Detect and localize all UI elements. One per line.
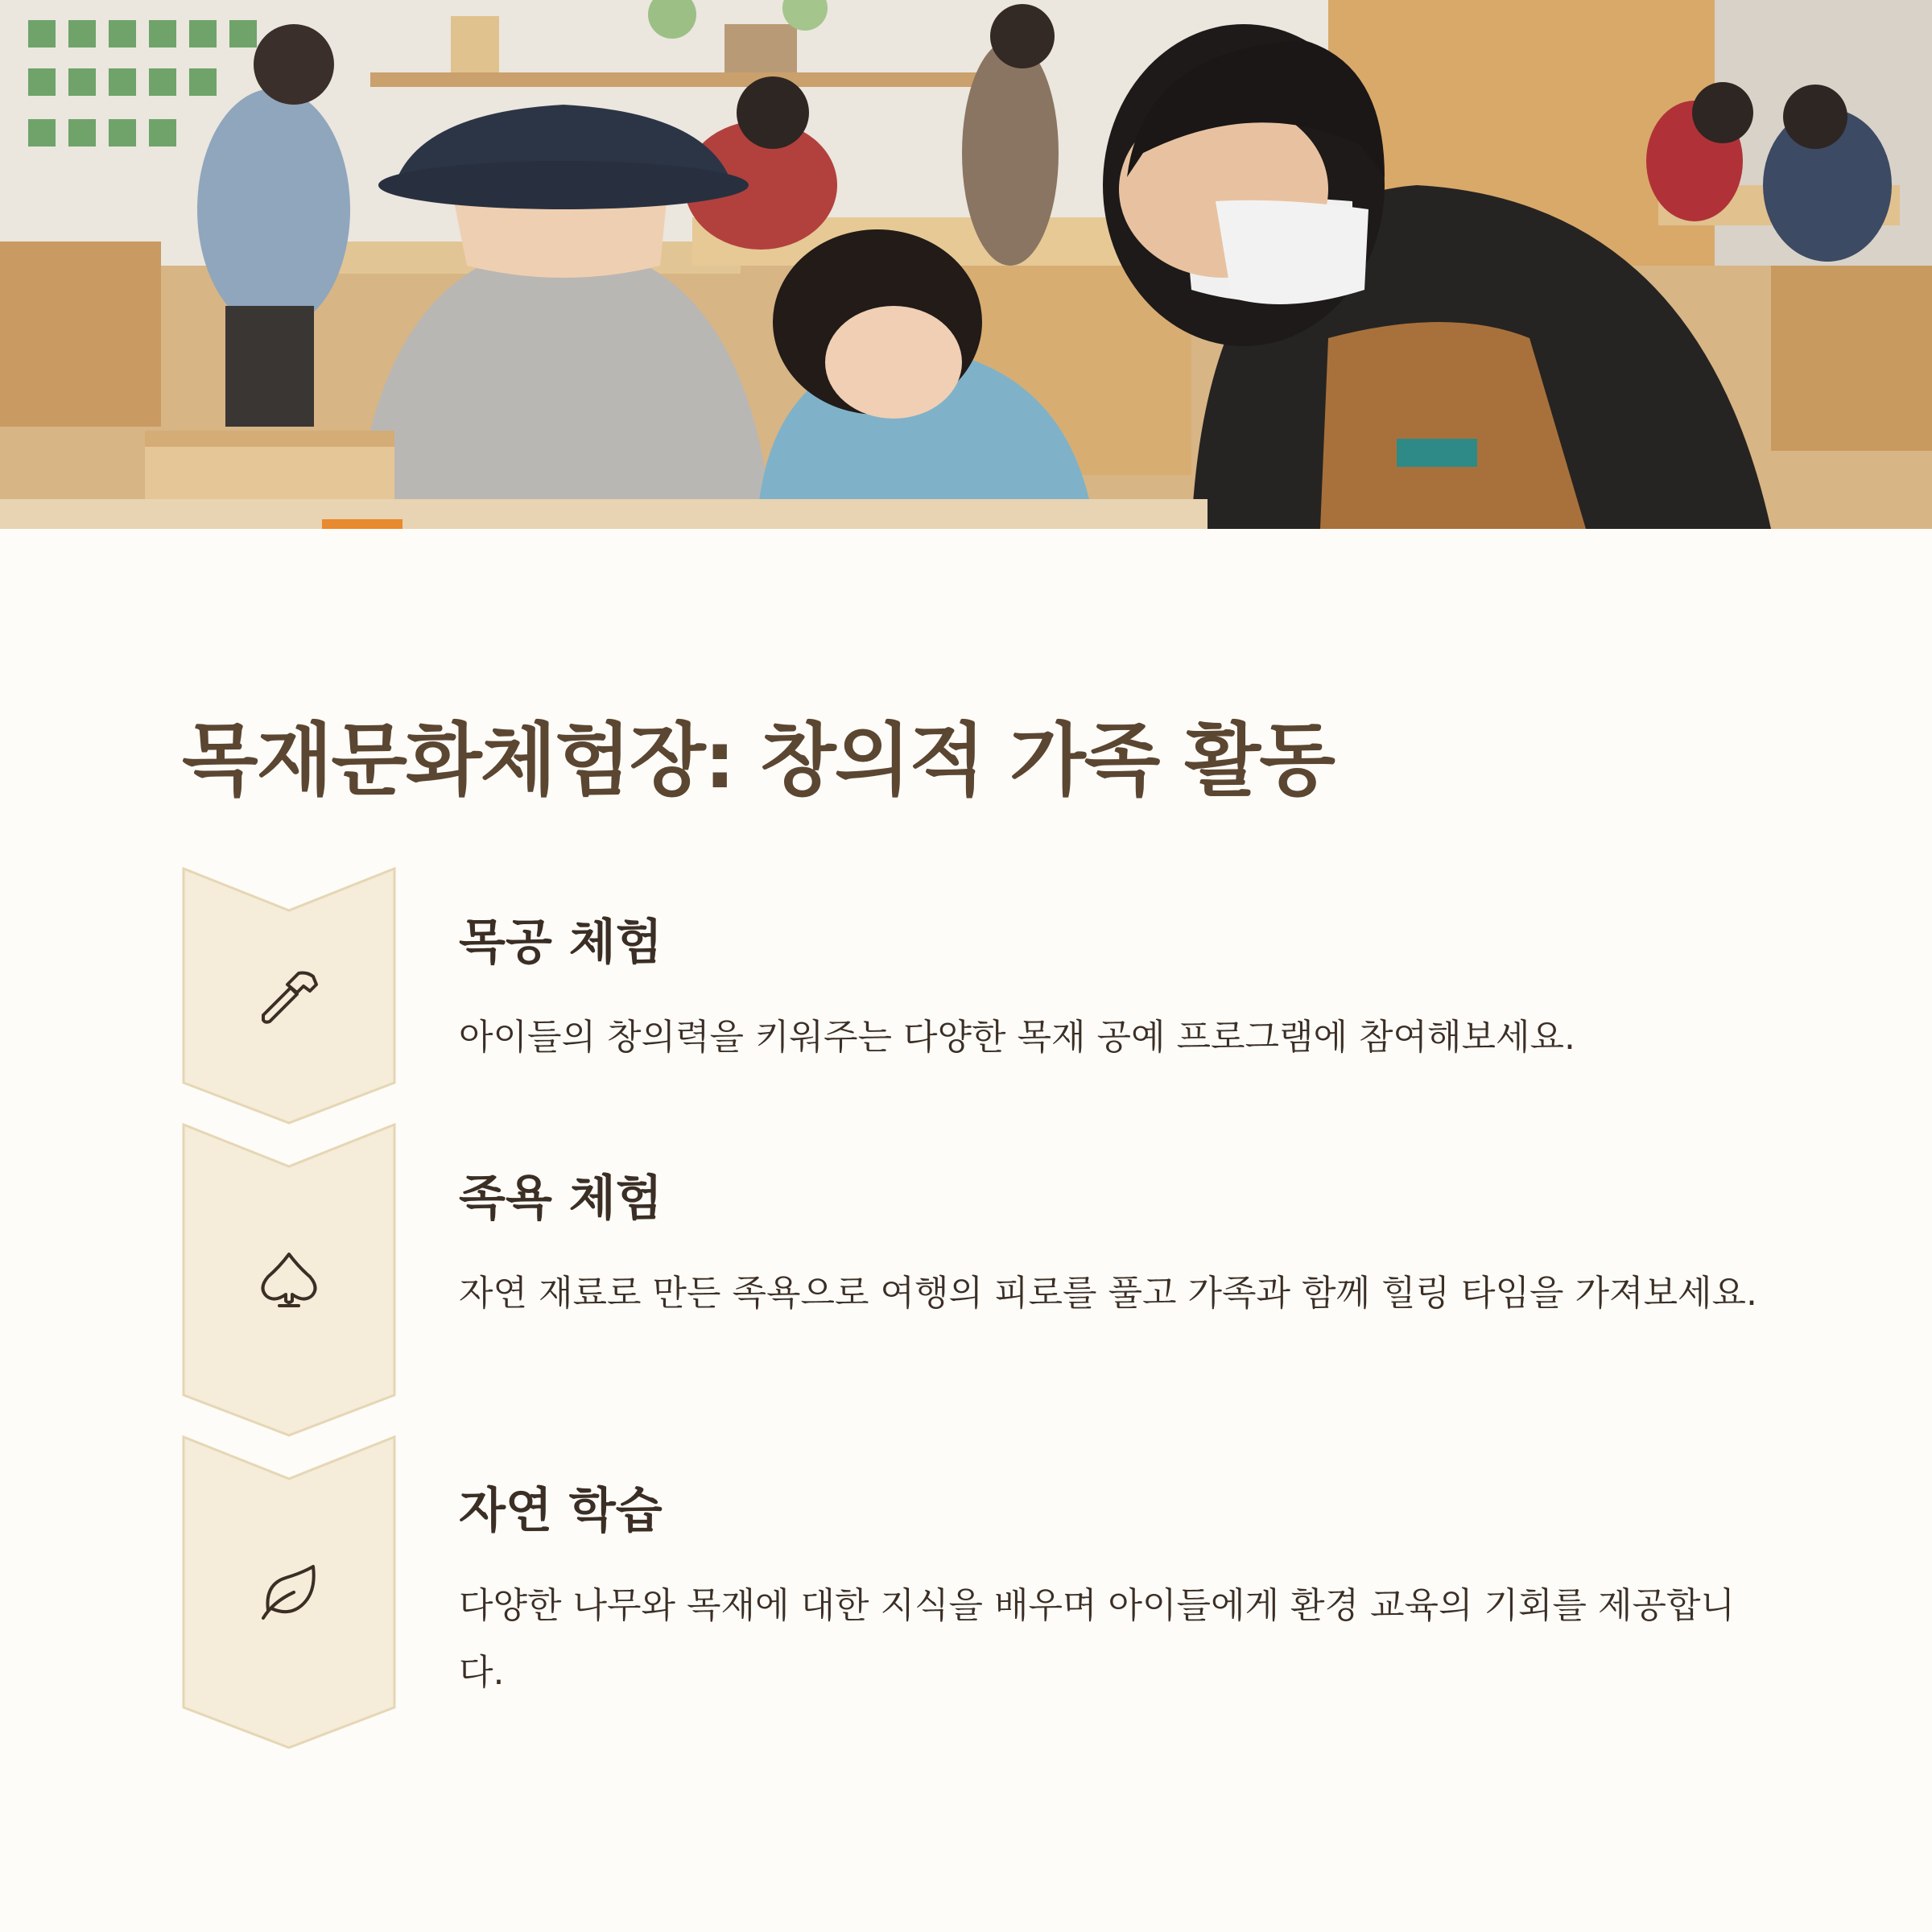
feature-title: 자연 학습 <box>459 1483 663 1539</box>
feature-item-nature-learning <box>182 1435 1768 1749</box>
feature-title: 족욕 체험 <box>459 1170 663 1227</box>
feature-title: 목공 체험 <box>459 914 663 971</box>
leaf-icon <box>257 1560 321 1624</box>
hero-photo <box>0 0 1932 529</box>
page-title: 목재문화체험장: 창의적 가족 활동 <box>182 715 1334 807</box>
spade-icon <box>257 1248 321 1312</box>
feature-description: 다양한 나무와 목재에 대한 지식을 배우며 아이들에게 환경 교육의 기회를 제공합니다. <box>459 1585 1735 1693</box>
chevron-marker <box>182 867 396 1125</box>
workshop-photo-illustration <box>0 0 1932 529</box>
feature-item-footbath <box>182 1123 1768 1437</box>
hammer-icon <box>257 964 321 1028</box>
feature-description: 자연 재료로 만든 족욕으로 여행의 피로를 풀고 가족과 함께 힐링 타임을 가져보세요. <box>459 1273 1757 1314</box>
chevron-marker <box>182 1123 396 1437</box>
feature-item-woodworking <box>182 867 1768 1125</box>
feature-description: 아이들의 창의력을 키워주는 다양한 목재 공예 프로그램에 참여해보세요. <box>459 1017 1576 1058</box>
chevron-marker <box>182 1435 396 1749</box>
